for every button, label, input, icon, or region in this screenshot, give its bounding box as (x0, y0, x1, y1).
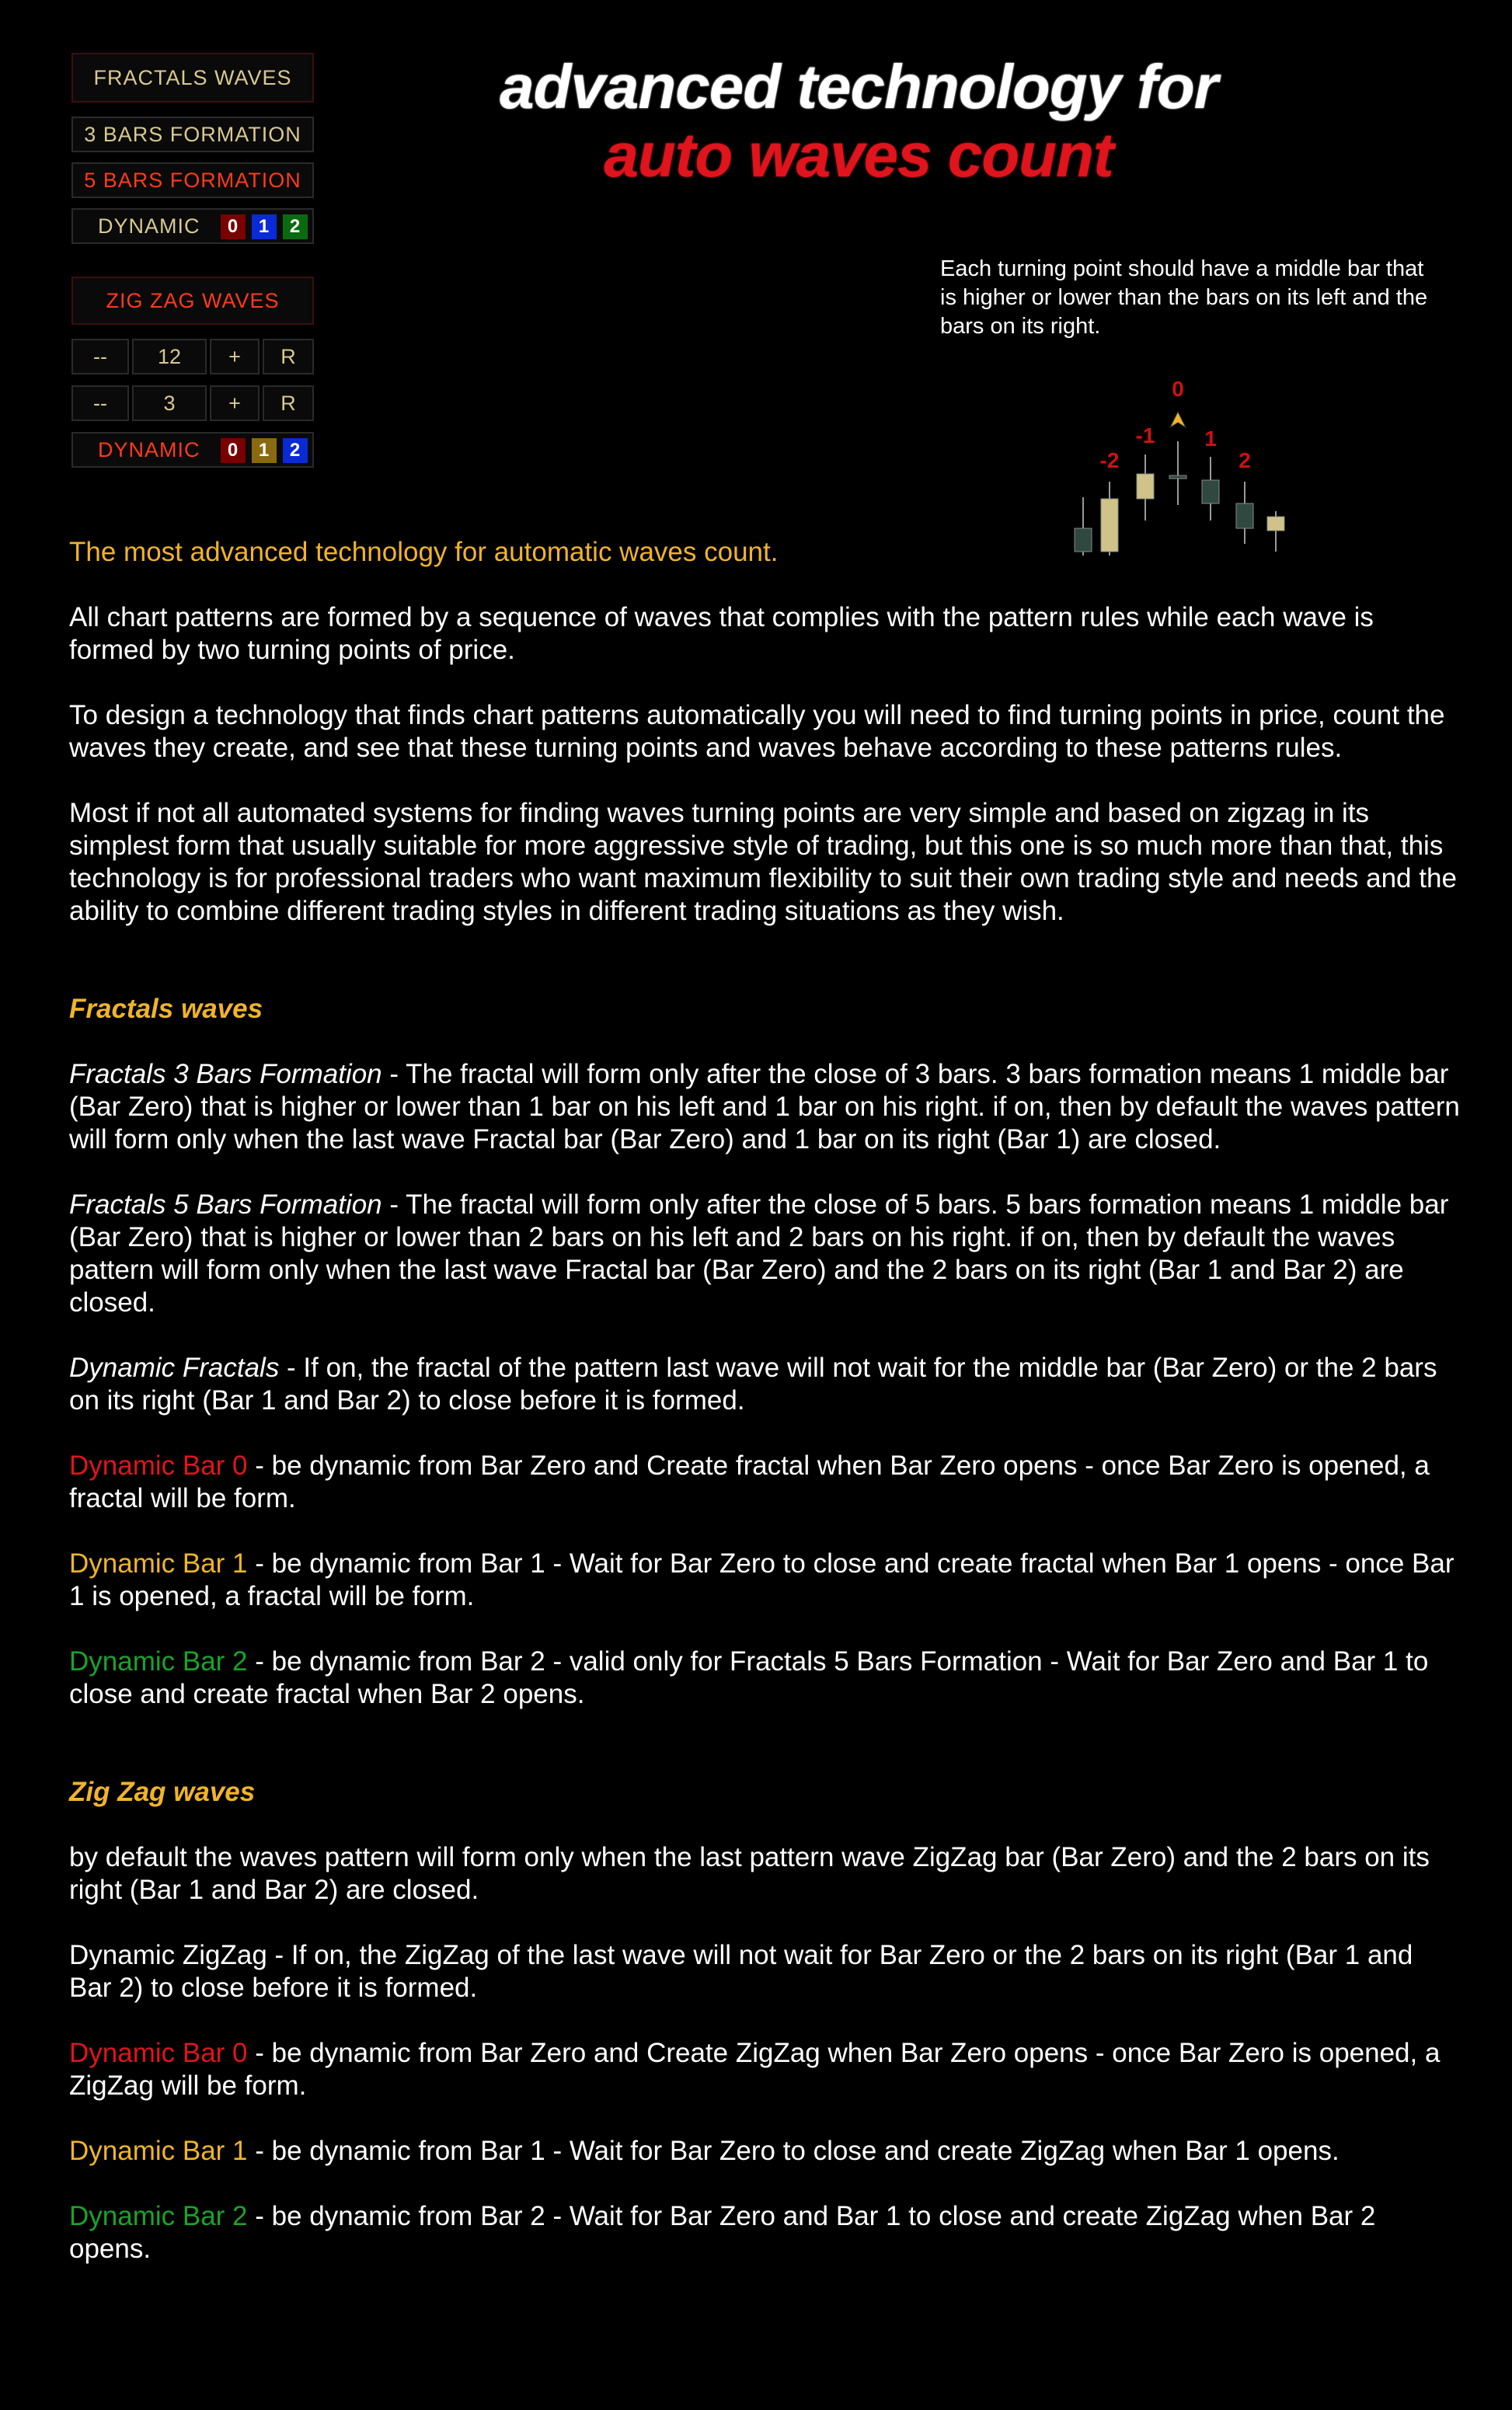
headline-line1: advanced technology for (500, 52, 1218, 121)
fractals-3-bars-title: Fractals 3 Bars Formation (69, 1059, 382, 1089)
row2-minus-button[interactable]: -- (71, 385, 129, 421)
article-body (69, 536, 1460, 2265)
fractals-waves-button[interactable] (71, 53, 314, 103)
candle-4 (1169, 441, 1186, 505)
zigzag-waves-button[interactable] (71, 277, 314, 325)
zigzag-bar2-paragraph (69, 2200, 1460, 2265)
dynamic-fractals-paragraph (69, 1352, 1460, 1417)
intro-paragraph-3: Most if not all automated systems for finding waves turning points are very simple and based on zigzag in its simplest form that usually suitable for more aggressive style of trading, but this one is so much more than that, this technology is for professional traders who want maximum flexibility to suit their own trading style and needs and the ability to combine different trading styles in different trading situations as they wish. (69, 798, 1457, 926)
five-bars-formation-label: 5 BARS FORMATION (84, 168, 301, 192)
fractals-bar1-title: Dynamic Bar 1 (69, 1548, 248, 1579)
three-bars-formation-button[interactable] (71, 117, 314, 152)
dynamic-fractals-title: Dynamic Fractals (69, 1353, 280, 1383)
turning-point-note: Each turning point should have a middle bar that is higher or lower than the bars on its left and the bars on its right. (940, 256, 1428, 339)
fractals-bar2-title: Dynamic Bar 2 (69, 1646, 248, 1677)
zigzag-dynamic-chip-2[interactable]: 2 (283, 438, 308, 463)
zigzag-bar1-paragraph (69, 2135, 1460, 2168)
zigzag-dynamic-chip-1[interactable]: 1 (252, 438, 277, 463)
zigzag-dynamic-row (71, 432, 314, 468)
zigzag-dynamic-label: DYNAMIC (98, 437, 200, 461)
fractals-dynamic-chip-0[interactable]: 0 (221, 214, 246, 239)
row2-value-field[interactable]: 3 (132, 385, 207, 421)
fractals-bar2-paragraph (69, 1646, 1460, 1711)
zigzag-bar0-text: - be dynamic from Bar Zero and Create ZigZag when Bar Zero opens - once Bar Zero is opened, a ZigZag will be form. (69, 2038, 1441, 2101)
candle-6 (1236, 482, 1253, 544)
intro-paragraph-1: All chart patterns are formed by a sequence of waves that complies with the pattern rules while each wave is formed by two turning points of price. (69, 602, 1374, 665)
headline-line2: auto waves count (604, 120, 1113, 190)
candle-5 (1202, 457, 1219, 521)
zigzag-bar0-title: Dynamic Bar 0 (69, 2038, 248, 2068)
fractals-5-bars-text: - The fractal will form only after the close of 5 bars. 5 bars formation means 1 middle bar (Bar Zero) that is higher or lower than 2 bars on his left and 2 bars on his right. if on, then by default the waves pattern will form only when the last wave Fractal bar (Bar Zero) and the 2 bars on its right (Bar 1 and Bar 2) are closed. (69, 1189, 1449, 1318)
fractals-bar0-title: Dynamic Bar 0 (69, 1451, 248, 1481)
row2-reset-button[interactable]: R (263, 385, 314, 421)
candle-3 (1137, 454, 1154, 521)
zigzag-paragraph-2: Dynamic ZigZag - If on, the ZigZag of the last wave will not wait for Bar Zero or the 2 bars on its right (Bar 1 and Bar 2) to close before it is formed. (69, 1940, 1413, 2003)
fractals-bar0-text: - be dynamic from Bar Zero and Create fractal when Bar Zero opens - once Bar Zero is opened, a fractal will be form. (69, 1451, 1430, 1513)
label-2: 2 (1239, 448, 1251, 472)
fractals-3-bars-paragraph (69, 1058, 1460, 1156)
zigzag-bar2-text: - be dynamic from Bar 2 - Wait for Bar Zero and Bar 1 to close and create ZigZag when Bar 2 opens. (69, 2201, 1376, 2264)
fractals-dynamic-row (71, 208, 314, 244)
turning-point-diagram (1064, 365, 1298, 559)
fractals-5-bars-paragraph (69, 1189, 1460, 1319)
fractals-dynamic-chip-2[interactable]: 2 (283, 214, 308, 239)
zigzag-bar1-text: - be dynamic from Bar 1 - Wait for Bar Zero to close and create ZigZag when Bar 1 opens. (247, 2136, 1340, 2166)
dynamic-fractals-text: - If on, the fractal of the pattern last wave will not wait for the middle bar (Bar Zero) or the 2 bars on its right (Bar 1 and Bar 2) to close before it is formed. (69, 1353, 1437, 1416)
five-bars-formation-button[interactable] (71, 162, 314, 198)
peak-arrow-icon (1170, 412, 1186, 427)
fractals-dynamic-chip-1[interactable]: 1 (252, 214, 277, 239)
zigzag-bar1-title: Dynamic Bar 1 (69, 2136, 248, 2166)
label-minus-2: -2 (1099, 448, 1120, 472)
row1-plus-button[interactable]: + (210, 339, 260, 374)
zigzag-bar0-paragraph (69, 2037, 1460, 2102)
lead-text: The most advanced technology for automatic waves count. (69, 537, 779, 567)
label-minus-1: -1 (1135, 423, 1155, 448)
fractals-bar0-paragraph (69, 1450, 1460, 1515)
three-bars-formation-label: 3 BARS FORMATION (84, 122, 301, 146)
fractals-waves-label: FRACTALS WAVES (93, 65, 292, 89)
row2-plus-button[interactable]: + (210, 385, 260, 421)
zigzag-waves-label: ZIG ZAG WAVES (106, 288, 280, 312)
fractals-3-bars-text: - The fractal will form only after the close of 3 bars. 3 bars formation means 1 middle bar (Bar Zero) that is higher or lower than 1 bar on his left and 1 bar on his right. if on, then by default the waves pattern will form only when the last wave Fractal bar (Bar Zero) and 1 bar on its right (Bar 1) are closed. (69, 1059, 1460, 1155)
zigzag-bar2-title: Dynamic Bar 2 (69, 2201, 248, 2231)
fractals-bar1-text: - be dynamic from Bar 1 - Wait for Bar Zero to close and create fractal when Bar 1 opens - once Bar 1 is opened, a fractal will be form. (69, 1548, 1455, 1611)
zigzag-paragraph-1: by default the waves pattern will form only when the last pattern wave ZigZag bar (Bar Zero) and the 2 bars on its right (Bar 1 and Bar 2) are closed. (69, 1842, 1430, 1905)
label-1: 1 (1204, 427, 1217, 451)
zigzag-dynamic-chip-0[interactable]: 0 (221, 438, 246, 463)
row1-minus-button[interactable]: -- (71, 339, 129, 374)
fractals-dynamic-label: DYNAMIC (98, 214, 200, 238)
row1-value-field[interactable]: 12 (132, 339, 207, 374)
intro-paragraph-2: To design a technology that finds chart patterns automatically you will need to find turning points in price, count the waves they create, and see that these turning points and waves behave according to these patterns rules. (69, 700, 1445, 763)
fractals-bar1-paragraph (69, 1548, 1460, 1613)
label-0: 0 (1172, 377, 1184, 401)
zigzag-heading: Zig Zag waves (69, 1777, 256, 1807)
row1-reset-button[interactable]: R (263, 339, 314, 374)
fractals-heading: Fractals waves (69, 994, 263, 1024)
fractals-bar2-text: - be dynamic from Bar 2 - valid only for Fractals 5 Bars Formation - Wait for Bar Zero and Bar 1 to close and create fractal when Bar 2 opens. (69, 1646, 1429, 1709)
fractals-5-bars-title: Fractals 5 Bars Formation (69, 1189, 382, 1220)
